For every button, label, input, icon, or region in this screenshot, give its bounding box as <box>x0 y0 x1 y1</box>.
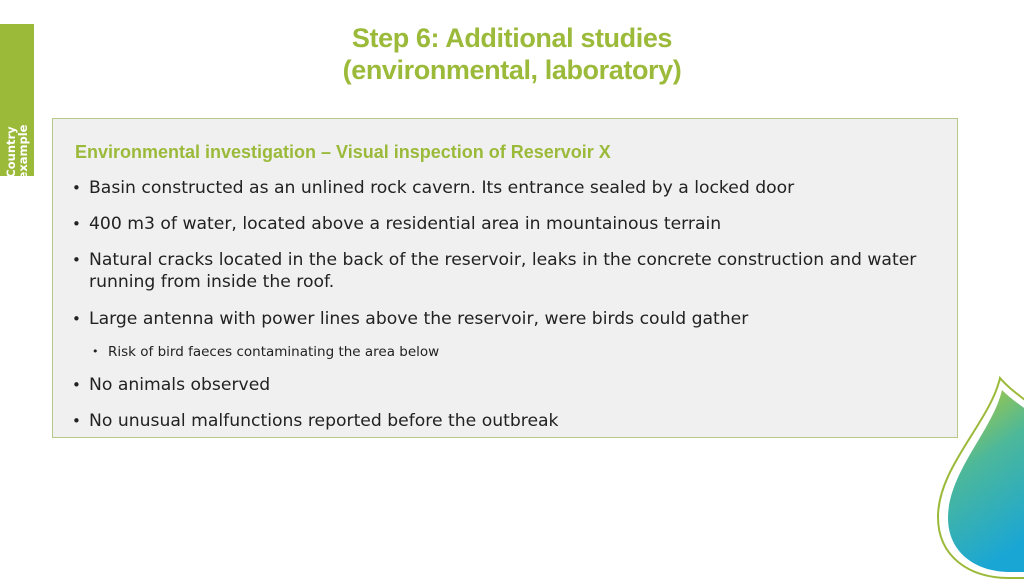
bullet-item: • 400 m3 of water, located above a residential area in mountainous terrain <box>72 214 722 234</box>
bullet-dot: • <box>72 376 81 394</box>
box-heading: Environmental investigation – Visual inspection of Reservoir X <box>75 142 611 162</box>
bullet-dot: • <box>72 251 81 269</box>
sub-bullet-item: • Risk of bird faeces contaminating the area below <box>92 344 440 360</box>
title-line-1: Step 6: Additional studies <box>351 23 673 53</box>
bullet-item: • Large antenna with power lines above the reservoir, were birds could gather <box>72 309 749 329</box>
bullet-item: • No animals observed <box>72 375 271 395</box>
bullet-dot: • <box>72 215 81 233</box>
water-drop-icon <box>930 372 1024 582</box>
title-line-2: (environmental, laboratory) <box>342 55 682 85</box>
bullet-dot: • <box>72 310 81 328</box>
country-example-label: Country example <box>4 124 30 180</box>
sub-bullet-dot: • <box>92 345 99 358</box>
bullet-item: • No unusual malfunctions reported before the outbreak <box>72 411 559 431</box>
bullet-item: • Natural cracks located in the back of the reservoir, leaks in the concrete construction and water running from inside the roof. <box>72 250 917 292</box>
bullet-item: • Basin constructed as an unlined rock cavern. Its entrance sealed by a locked door <box>72 178 795 198</box>
content-box <box>52 118 958 438</box>
bullet-dot: • <box>72 412 81 430</box>
bullet-dot: • <box>72 179 81 197</box>
slide-title <box>0 22 1024 86</box>
